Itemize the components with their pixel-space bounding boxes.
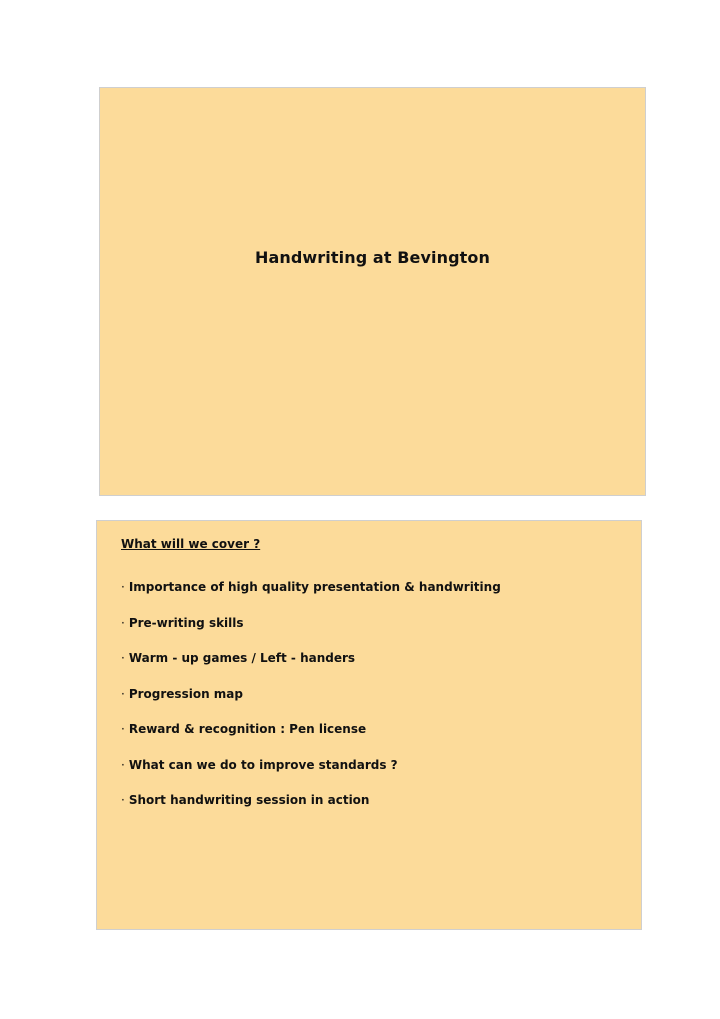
- title-slide: [99, 87, 646, 496]
- list-item: [121, 793, 501, 829]
- bullet-marker: ·: [121, 651, 125, 665]
- bullet-marker: ·: [121, 686, 125, 701]
- list-item: [121, 687, 501, 723]
- bullet-marker: ·: [121, 722, 125, 736]
- list-item: [121, 758, 501, 794]
- list-item-text: Warm - up games / Left - handers: [128, 651, 356, 665]
- list-item-text: Short handwriting session in action: [128, 793, 370, 807]
- agenda-list: [121, 580, 501, 829]
- bullet-marker: ·: [121, 793, 125, 807]
- bullet-marker: ·: [121, 757, 125, 772]
- list-item-text: Importance of high quality presentation & handwriting: [128, 580, 501, 594]
- agenda-heading: What will we cover ?: [121, 537, 261, 551]
- list-item-text: What can we do to improve standards ?: [128, 757, 398, 772]
- list-item-text: Reward & recognition : Pen license: [128, 722, 367, 736]
- list-item: [121, 651, 501, 687]
- agenda-slide: [96, 520, 642, 930]
- list-item-text: Progression map: [128, 686, 243, 701]
- list-item: [121, 580, 501, 616]
- slide-title: Handwriting at Bevington: [255, 248, 490, 267]
- list-item: [121, 722, 501, 758]
- list-item-text: Pre-writing skills: [128, 615, 244, 630]
- bullet-marker: ·: [121, 615, 125, 630]
- list-item: [121, 616, 501, 652]
- bullet-marker: ·: [121, 580, 125, 594]
